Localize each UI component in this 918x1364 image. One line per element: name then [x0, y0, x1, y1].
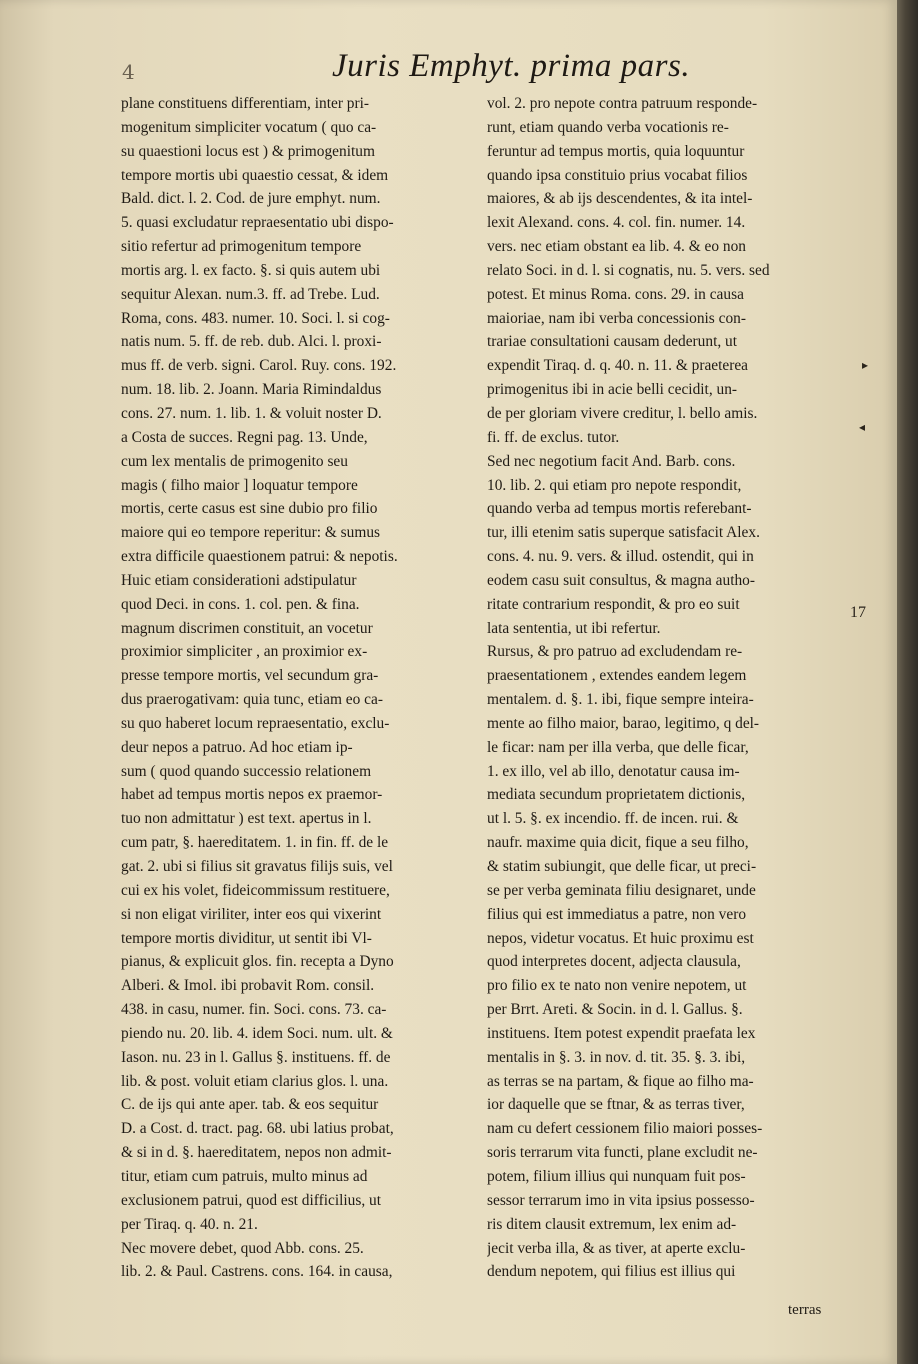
text-line: sum ( quod quando successio relationem [121, 762, 372, 780]
text-line: lib. & post. voluit etiam clarius glos. l. una. [121, 1072, 389, 1090]
text-line: mus ff. de verb. signi. Carol. Ruy. cons. 192. [121, 357, 397, 375]
text-line: vol. 2. pro nepote contra patruum responde- [487, 95, 758, 112]
text-line: dus praerogativam: quia tunc, etiam eo ca- [121, 691, 383, 709]
text-line: trariae consultationi causam dederunt, ut [487, 333, 738, 351]
catchword: terras [788, 1302, 822, 1318]
text-line: mogenitum simpliciter vocatum ( quo ca- [121, 118, 377, 136]
text-line: gat. 2. ubi si filius sit gravatus filijs suis, vel [121, 858, 393, 875]
text-line: cons. 4. nu. 9. vers. & illud. ostendit, qui in [487, 548, 754, 566]
text-line: praesentationem , extendes eandem legem [487, 667, 747, 685]
text-line: mortis arg. l. ex facto. §. si quis autem ubi [121, 261, 381, 279]
text-line: lata sententia, ut ibi refertur. [487, 619, 661, 637]
text-line: se per verba geminata filiu designaret, unde [487, 881, 756, 899]
text-line: Alberi. & Imol. ibi probavit Rom. consil. [121, 977, 375, 995]
text-line: sequitur Alexan. num.3. ff. ad Trebe. Lud. [121, 285, 380, 303]
text-line: relato Soci. in d. l. si cognatis, nu. 5. vers. sed [487, 261, 770, 279]
text-line: deur nepos a patruo. Ad hoc etiam ip- [121, 738, 353, 756]
text-line: habet ad tempus mortis nepos ex praemor- [121, 786, 383, 804]
text-line: eodem casu suit consultus, & magna autho- [487, 571, 755, 589]
text-line: tur, illi etenim satis superque satisfacit Alex. [487, 524, 760, 542]
text-line: cum lex mentalis de primogenito seu [121, 452, 348, 470]
text-line: maiores, & ab ijs descendentes, & ita intel- [487, 190, 753, 208]
text-line: maioriae, nam ibi verba concessionis con- [487, 309, 746, 327]
text-line: per Brrt. Areti. & Socin. in d. l. Gallus. §. [487, 1001, 743, 1019]
text-line: su quaestioni locus est ) & primogenitum [121, 142, 375, 160]
text-line: ior daquelle que se ftnar, & as terras tiver, [487, 1096, 745, 1114]
text-line: Nec movere debet, quod Abb. cons. 25. [121, 1239, 364, 1257]
text-line: instituens. Item potest expendit praefata lex [487, 1024, 756, 1042]
text-line: quod interpretes docent, adjecta clausula, [487, 953, 741, 971]
text-line: cons. 27. num. 1. lib. 1. & voluit noster D. [121, 404, 382, 422]
text-line: 5. quasi excludatur repraesentatio ubi dispo- [121, 214, 394, 232]
text-line: ut l. 5. §. ex incendio. ff. de incen. rui. & [487, 810, 739, 828]
text-line: dendum nepotem, qui filius est illius qui [487, 1263, 736, 1281]
text-line: Iason. nu. 23 in l. Gallus §. instituens. ff. de [121, 1048, 391, 1066]
text-line: si non eligat viriliter, inter eos qui vixerint [121, 905, 382, 923]
text-line: nepos, videtur vocatus. Et huic proximu est [487, 929, 754, 947]
margin-note-number: 17 [850, 604, 866, 621]
text-line: as terras se na partam, & fique ao filho ma- [487, 1072, 754, 1090]
margin-dot: ▸ [862, 358, 869, 372]
text-line: le ficar: nam per illa verba, que delle ficar, [487, 738, 749, 756]
text-line: Bald. dict. l. 2. Cod. de jure emphyt. num. [121, 190, 381, 208]
text-line: num. 18. lib. 2. Joann. Maria Rimindaldus [121, 381, 382, 399]
text-line: proximior simpliciter , an proximior ex- [121, 643, 368, 661]
text-line: tempore mortis ubi quaestio cessat, & idem [121, 166, 389, 184]
text-line: lib. 2. & Paul. Castrens. cons. 164. in causa, [121, 1263, 393, 1281]
text-line: 10. lib. 2. qui etiam pro nepote respondit, [487, 476, 742, 494]
text-line: naufr. maxime quia dicit, fique a seu filho, [487, 834, 749, 852]
book-edge [897, 0, 918, 1364]
running-title: Juris Emphyt. prima pars. [332, 48, 691, 84]
page-number: 4 [122, 60, 137, 84]
text-line: sitio refertur ad primogenitum tempore [121, 238, 362, 256]
text-line: 1. ex illo, vel ab illo, denotatur causa im- [487, 762, 740, 780]
text-line: mentalem. d. §. 1. ibi, fique sempre inteira- [487, 691, 754, 709]
text-line: lexit Alexand. cons. 4. col. fin. numer. 14. [487, 214, 746, 232]
text-line: nam cu defert cessionem filio maiori posses- [487, 1120, 763, 1138]
text-line: Roma, cons. 483. numer. 10. Soci. l. si cog- [121, 309, 390, 327]
text-line: titur, etiam cum patruis, multo minus ad [121, 1167, 368, 1185]
text-line: exclusionem patrui, quod est difficilius, ut [121, 1191, 382, 1209]
text-line: tempore mortis dividitur, ut sentit ibi Vl- [121, 929, 372, 947]
text-line: a Costa de succes. Regni pag. 13. Unde, [121, 428, 368, 446]
text-line: quando ipsa constituio prius vocabat filios [487, 166, 748, 184]
text-line: Rursus, & pro patruo ad excludendam re- [487, 643, 743, 661]
text-line: C. de ijs qui ante aper. tab. & eos sequitur [121, 1096, 379, 1114]
text-line: mentalis in §. 3. in nov. d. tit. 35. §. 3. ibi, [487, 1048, 746, 1066]
text-line: D. a Cost. d. tract. pag. 68. ubi latius probat, [121, 1120, 394, 1138]
text-line: Huic etiam considerationi adstipulatur [121, 571, 357, 589]
running-head [0, 44, 897, 90]
text-line: Sed nec negotium facit And. Barb. cons. [487, 452, 736, 470]
text-line: mortis, certe casus est sine dubio pro filio [121, 500, 378, 518]
text-line: soris terrarum vita functi, plane excludit ne- [487, 1144, 758, 1162]
text-line: sessor terrarum imo in vita ipsius possesso- [487, 1191, 755, 1209]
text-line: vers. nec etiam obstant ea lib. 4. & eo non [487, 238, 747, 256]
text-line: tuo non admittatur ) est text. apertus in l. [121, 810, 372, 828]
text-line: piendo nu. 20. lib. 4. idem Soci. num. ult. & [121, 1024, 393, 1042]
text-line: ris ditem clausit extremum, lex enim ad- [487, 1215, 737, 1233]
text-line: quando verba ad tempus mortis referebant- [487, 500, 752, 518]
text-line: per Tiraq. q. 40. n. 21. [121, 1215, 258, 1233]
text-line: primogenitus ibi in acie belli cecidit, un- [487, 381, 738, 399]
text-line: ritate contrarium respondit, & pro eo suit [487, 595, 740, 613]
right-text-column [487, 92, 845, 1284]
text-line: potem, filium illius qui nunquam fuit pos- [487, 1167, 746, 1185]
text-line: fi. ff. de exclus. tutor. [487, 428, 620, 446]
text-line: quod Deci. in cons. 1. col. pen. & fina. [121, 595, 360, 613]
text-line: mediata secundum proprietatem dictionis, [487, 786, 746, 804]
text-line: cui ex his volet, fideicommissum restituere, [121, 881, 390, 899]
text-line: expendit Tiraq. d. q. 40. n. 11. & praeterea [487, 357, 749, 375]
text-line: jecit verba illa, & as tiver, at aperte exclu- [487, 1239, 746, 1257]
text-line: presse tempore mortis, vel secundum gra- [121, 667, 379, 685]
text-line: & statim subiungit, que delle ficar, ut preci- [487, 858, 757, 875]
text-line: magis ( filho maior ] loquatur tempore [121, 476, 358, 494]
text-line: mente ao filho maior, barao, legitimo, q del- [487, 714, 760, 732]
text-line: maiore qui eo tempore reperitur: & sumus [121, 524, 381, 542]
text-line: pro filio ex te nato non venire nepotem, ut [487, 977, 747, 995]
left-text-column [121, 92, 471, 1284]
text-line: cum patr, §. haereditatem. 1. in fin. ff. de le [121, 834, 389, 852]
text-line: pianus, & explicuit glos. fin. recepta a Dyno [121, 953, 394, 971]
text-line: su quo haberet locum repraesentatio, exclu- [121, 714, 390, 732]
text-line: extra difficile quaestionem patrui: & nepotis. [121, 548, 398, 566]
text-line: natis num. 5. ff. de reb. dub. Alci. l. proxi- [121, 333, 382, 351]
text-line: feruntur ad tempus mortis, quia loquuntur [487, 142, 745, 160]
text-line: magnum discrimen constituit, an vocetur [121, 619, 373, 637]
text-line: runt, etiam quando verba vocationis re- [487, 118, 729, 136]
text-line: potest. Et minus Roma. cons. 29. in causa [487, 285, 744, 303]
text-line: & si in d. §. haereditatem, nepos non admit- [121, 1144, 392, 1162]
text-line: 438. in casu, numer. fin. Soci. cons. 73. ca- [121, 1001, 387, 1019]
text-line: filius qui est immediatus a patre, non vero [487, 905, 747, 923]
margin-dot: ◂ [859, 420, 866, 434]
text-line: de per gloriam vivere creditur, l. bello amis. [487, 404, 758, 422]
text-line: plane constituens differentiam, inter pri- [121, 95, 370, 112]
